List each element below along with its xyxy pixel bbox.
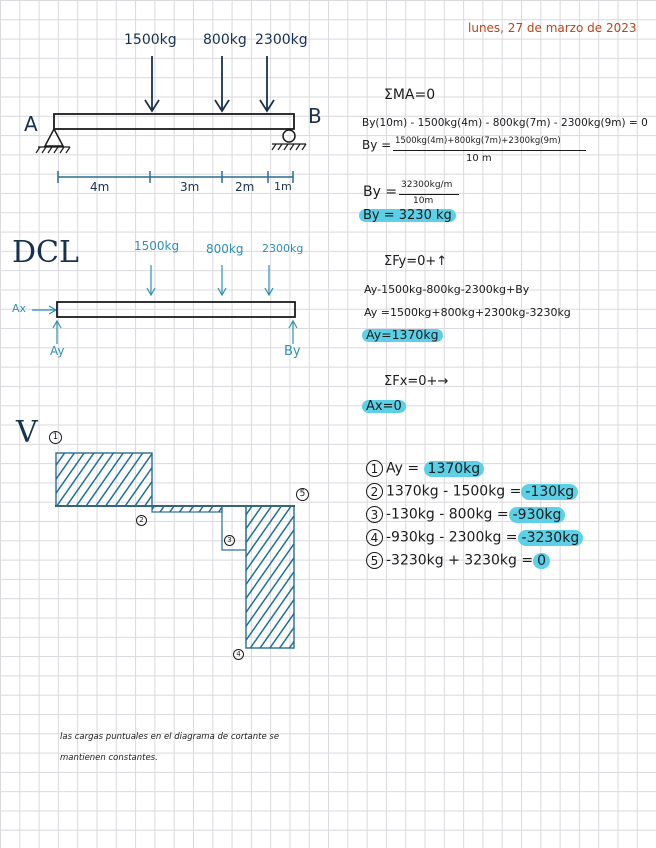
dcl-beam xyxy=(57,302,295,317)
beam-body xyxy=(54,114,294,129)
step-result: -130kg xyxy=(521,484,578,500)
step-expr: -3230kg + 3230kg = xyxy=(386,552,534,569)
date-heading: lunes, 27 de marzo de 2023 xyxy=(468,21,637,35)
shear-title: V xyxy=(16,415,38,450)
step-result: 0 xyxy=(533,553,550,569)
dcl-ax-label: Ax xyxy=(12,302,27,315)
moment-eq1: By(10m) - 1500kg(4m) - 800kg(7m) - 2300kg(9m) = 0 xyxy=(362,117,648,129)
step-expr: -130kg - 800kg = xyxy=(386,506,509,523)
step-expr: Ay = xyxy=(386,460,420,477)
dcl-ay-label: Ay xyxy=(50,344,65,358)
shear-positive-region xyxy=(56,453,152,506)
load-label-2300: 2300kg xyxy=(255,32,308,48)
by-result: By = 3230 kg xyxy=(359,209,456,222)
by2-label: By = xyxy=(363,184,398,200)
load-label-1500: 1500kg xyxy=(124,32,177,48)
dcl-load-800: 800kg xyxy=(206,242,244,256)
dcl-load-2300: 2300kg xyxy=(262,242,304,255)
span-label-4m: 4m xyxy=(90,180,110,194)
step-result: -930kg xyxy=(509,507,566,523)
step-result: -3230kg xyxy=(518,530,584,546)
shear-point-3: 3 xyxy=(224,535,235,546)
shear-step-5 xyxy=(366,552,583,575)
step-number: 4 xyxy=(366,529,383,546)
pin-support-a xyxy=(45,129,63,146)
note-line-2: mantienen constantes. xyxy=(60,753,158,763)
point-b-label: B xyxy=(308,104,322,128)
fy-eq2: Ay =1500kg+800kg+2300kg-3230kg xyxy=(364,306,571,319)
shear-point-1: 1 xyxy=(49,431,62,444)
point-a-label: A xyxy=(24,112,38,136)
step-number: 5 xyxy=(366,552,383,569)
shear-step-4 xyxy=(366,529,583,552)
shear-step-2 xyxy=(366,483,583,506)
shear-point-2: 2 xyxy=(136,515,147,526)
by2-denominator: 10m xyxy=(413,196,434,206)
fx-header: ΣFx=0+→ xyxy=(384,374,449,389)
roller-support-b xyxy=(283,130,295,142)
step-number: 2 xyxy=(366,483,383,500)
step-expr: 1370kg - 1500kg = xyxy=(386,483,522,500)
fy-result: Ay=1370kg xyxy=(362,329,443,342)
dcl-by-label: By xyxy=(284,344,301,359)
by-denominator: 10 m xyxy=(466,153,492,164)
shear-small-region xyxy=(152,506,222,512)
shear-point-5: 5 xyxy=(296,488,309,501)
fx-result: Ax=0 xyxy=(362,400,406,413)
step-expr: -930kg - 2300kg = xyxy=(386,529,518,546)
step-number: 3 xyxy=(366,506,383,523)
shear-step-3 xyxy=(366,506,583,529)
fy-eq1: Ay-1500kg-800kg-2300kg+By xyxy=(364,283,530,296)
shear-point-4: 4 xyxy=(233,649,244,660)
dcl-load-1500: 1500kg xyxy=(134,239,180,253)
shear-step-1 xyxy=(366,460,583,483)
step-number: 1 xyxy=(366,460,383,477)
step-result: 1370kg xyxy=(424,461,485,477)
span-label-3m: 3m xyxy=(180,180,200,194)
dcl-title: DCL xyxy=(12,235,79,270)
fy-header: ΣFy=0+↑ xyxy=(384,254,448,269)
moment-header: ΣMA=0 xyxy=(384,87,436,103)
load-label-800: 800kg xyxy=(203,32,247,48)
shear-negative-region xyxy=(246,506,294,648)
shear-steps xyxy=(366,460,583,575)
note-line-1: las cargas puntuales en el diagrama de cortante se xyxy=(60,732,280,742)
by-numerator: 1500kg(4m)+800kg(7m)+2300kg(9m) xyxy=(395,136,561,146)
by2-numerator: 32300kg/m xyxy=(401,180,453,190)
by-label: By = xyxy=(362,138,392,152)
span-label-1m: 1m xyxy=(274,180,292,193)
span-label-2m: 2m xyxy=(235,180,255,194)
